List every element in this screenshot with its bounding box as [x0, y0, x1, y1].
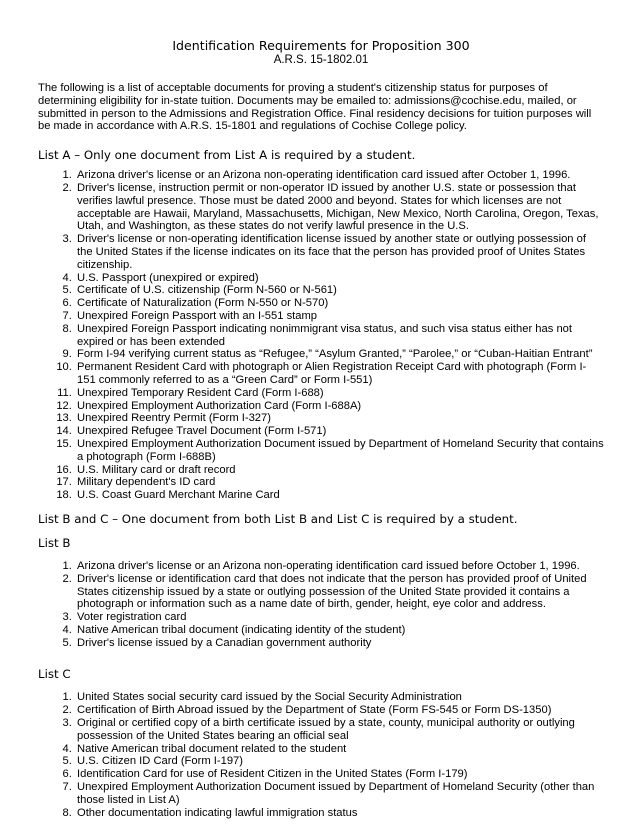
list-item: 15. Unexpired Employment Authorization Document issued by Department of Homeland Security that contains a photograph (Form I-688B) [75, 438, 604, 464]
list-item: 4. U.S. Passport (unexpired or expired) [75, 272, 604, 285]
list-item: 4. Native American tribal document (indicating identity of the student) [75, 624, 604, 637]
list-item: 4. Native American tribal document related to the student [75, 743, 604, 756]
list-item: 6. Certificate of Naturalization (Form N-550 or N-570) [75, 297, 604, 310]
list-item: 13. Unexpired Reentry Permit (Form I-327) [75, 412, 604, 425]
list-item: 1. Arizona driver's license or an Arizona non-operating identification card issued after October 1, 1996. [75, 169, 604, 182]
list-item: 3. Driver's license or non-operating identification license issued by another state or outlying possession of the United States if the license indicates on its face that the person has provided proof of Unites States citizenship. [75, 233, 604, 271]
list-item: 2. Driver's license or identification card that does not indicate that the person has provided proof of United States citizenship issued by a state or outlying possession of the United State provided it contains a photograph or information such as a name date of birth, gender, height, eye color and address. [75, 573, 604, 611]
list-item: 6. Identification Card for use of Resident Citizen in the United States (Form I-179) [75, 768, 604, 781]
list-item: 9. Form I-94 verifying current status as “Refugee,” “Asylum Granted,” “Parolee,” or “Cuban-Haitian Entrant” [75, 348, 604, 361]
list-c [38, 691, 604, 819]
list-item: 12. Unexpired Employment Authorization Card (Form I-688A) [75, 400, 604, 413]
list-c-heading: List C [38, 667, 71, 682]
list-item: 16. U.S. Military card or draft record [75, 464, 604, 477]
list-item: 7. Unexpired Foreign Passport with an I-551 stamp [75, 310, 604, 323]
list-item: 10. Permanent Resident Card with photograph or Alien Registration Receipt Card with photograph (Form I-151 commonly referred to as a “Green Card” or Form I-551) [75, 361, 604, 387]
list-item: 18. U.S. Coast Guard Merchant Marine Card [75, 489, 604, 502]
list-item: 8. Other documentation indicating lawful immigration status [75, 807, 604, 820]
list-item: 2. Driver's license, instruction permit or non-operator ID issued by another U.S. state or possession that verifies lawful presence. Those must be dated 2000 and beyond. States for which licenses are not acceptable are Hawaii, Maryland, Massachusetts, Michigan, New Mexico, North Carolina, Oregon, Texas, Utah, and Washington, as these states do not verify lawful presence in the U.S. [75, 182, 604, 233]
list-item: 5. Driver's license issued by a Canadian government authority [75, 637, 604, 650]
list-b [38, 560, 604, 650]
list-b-heading: List B [38, 535, 71, 550]
list-item: 1. Arizona driver's license or an Arizona non-operating identification card issued before October 1, 1996. [75, 560, 604, 573]
list-a-heading: List A – Only one document from List A is required by a student. [38, 148, 416, 163]
list-a [38, 169, 604, 502]
list-bc-heading: List B and C – One document from both List B and List C is required by a student. [38, 511, 518, 526]
list-item: 14. Unexpired Refugee Travel Document (Form I-571) [75, 425, 604, 438]
list-item: 2. Certification of Birth Abroad issued by the Department of State (Form FS-545 or Form DS-1350) [75, 704, 604, 717]
list-item: 17. Military dependent's ID card [75, 476, 604, 489]
list-item: 3. Original or certified copy of a birth certificate issued by a state, county, municipal authority or outlying possession of the United States bearing an official seal [75, 717, 604, 743]
list-item: 5. Certificate of U.S. citizenship (Form N-560 or N-561) [75, 284, 604, 297]
list-item: 5. U.S. Citizen ID Card (Form I-197) [75, 755, 604, 768]
list-item: 3. Voter registration card [75, 611, 604, 624]
page-title: Identification Requirements for Proposition 300 [172, 38, 470, 53]
list-item: 1. United States social security card issued by the Social Security Administration [75, 691, 604, 704]
page-subtitle: A.R.S. 15-1802.01 [273, 54, 369, 66]
list-item: 11. Unexpired Temporary Resident Card (Form I-688) [75, 387, 604, 400]
intro-paragraph: The following is a list of acceptable documents for proving a student's citizenship status for purposes of determining eligibility for in-state tuition. Documents may be emailed to: admissions@cochise.edu, mailed, or submitted in person to the Admissions and Registration Office. Final residency decisions for tuition purposes will be made in accordance with A.R.S. 15-1801 and regulations of Cochise College policy. [38, 82, 592, 133]
list-item: 7. Unexpired Employment Authorization Document issued by Department of Homeland Security (other than those listed in List A) [75, 781, 604, 807]
list-item: 8. Unexpired Foreign Passport indicating nonimmigrant visa status, and such visa status either has not expired or has been extended [75, 323, 604, 349]
